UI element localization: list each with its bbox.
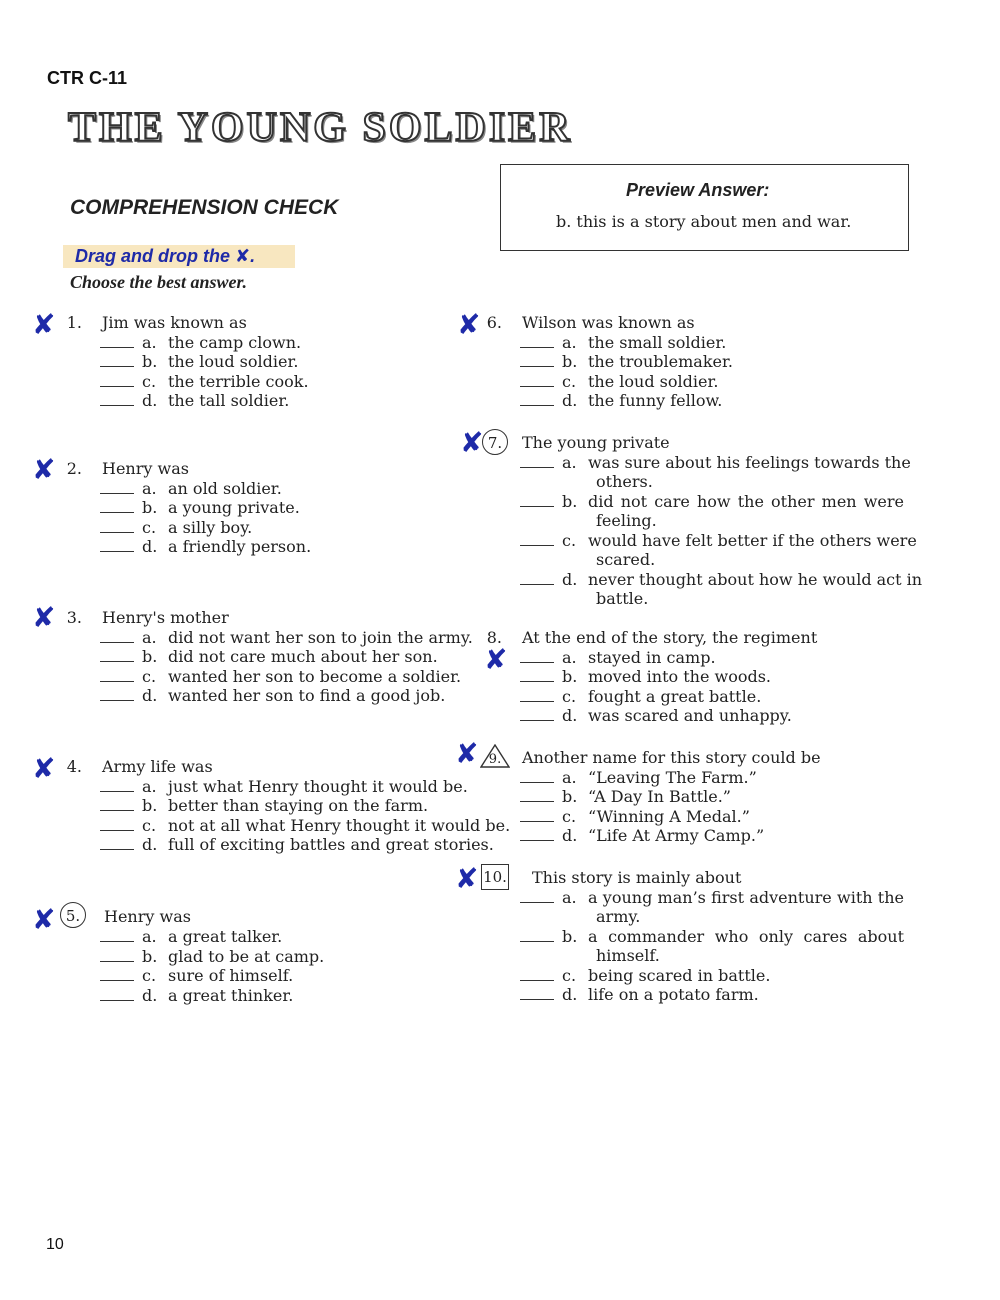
answer-blank[interactable]: [100, 481, 134, 494]
answer-blank[interactable]: [100, 393, 134, 406]
answer-blank[interactable]: [100, 968, 134, 981]
drag-x-mark-3[interactable]: ✘: [32, 601, 56, 634]
page-number: 10: [46, 1236, 64, 1253]
option-b: [520, 667, 771, 687]
option-a: [520, 648, 716, 668]
option-letter: b.: [142, 946, 158, 966]
question-number: 1.: [66, 313, 82, 332]
option-letter: b.: [562, 926, 578, 946]
option-b: [520, 352, 733, 372]
option-letter: a.: [562, 332, 577, 352]
option-c: [100, 372, 309, 392]
option-text: a young private.: [168, 498, 300, 517]
option-a: [100, 927, 282, 947]
question-number: 6.: [486, 313, 502, 332]
option-b: [520, 492, 904, 512]
answer-blank[interactable]: [100, 520, 134, 533]
question-number: 3.: [66, 608, 82, 627]
drag-mark-icon: ✘: [235, 246, 251, 267]
option-c: [100, 966, 293, 986]
question-number: 8.: [486, 628, 502, 647]
question-stem: Jim was known as: [102, 313, 247, 332]
answer-blank[interactable]: [100, 798, 134, 811]
option-letter: a.: [142, 478, 157, 498]
option-text: being scared in battle.: [588, 965, 771, 985]
question-stem: Wilson was known as: [522, 313, 695, 332]
option-text: a young man’s first adventure with the: [588, 887, 904, 907]
question-stem: Henry was: [102, 459, 189, 478]
option-c: [520, 966, 770, 986]
drag-x-mark-1[interactable]: ✘: [32, 308, 56, 341]
option-letter: c.: [142, 371, 157, 391]
answer-blank[interactable]: [100, 929, 134, 942]
option-letter: d.: [562, 706, 578, 725]
option-d: [520, 826, 764, 846]
option-letter: b.: [142, 498, 158, 517]
option-text: the funny fellow.: [588, 391, 723, 410]
option-letter: c.: [562, 965, 577, 985]
answer-blank[interactable]: [520, 689, 554, 702]
option-d: [520, 985, 759, 1005]
triangle-icon: [480, 744, 510, 768]
option-text: the loud soldier.: [168, 352, 299, 371]
answer-blank[interactable]: [100, 779, 134, 792]
answer-blank[interactable]: [100, 669, 134, 682]
question-stem: At the end of the story, the regiment: [522, 628, 818, 647]
question-number-triangled: [480, 744, 510, 773]
option-d: [100, 537, 311, 557]
option-text: the loud soldier.: [588, 371, 719, 391]
option-text: “Life At Army Camp.”: [588, 826, 765, 845]
answer-blank[interactable]: [520, 890, 554, 903]
drag-x-mark-4[interactable]: ✘: [32, 752, 56, 785]
option-letter: c.: [562, 806, 577, 826]
answer-blank[interactable]: [520, 374, 554, 387]
option-d-continued: battle.: [596, 589, 649, 608]
option-letter: b.: [562, 491, 578, 511]
answer-blank[interactable]: [520, 828, 554, 841]
option-text: the camp clown.: [168, 332, 302, 352]
option-letter: b.: [142, 352, 158, 371]
option-letter: d.: [142, 835, 158, 854]
option-text: sure of himself.: [168, 966, 294, 985]
question-stem: Army life was: [102, 757, 213, 776]
answer-blank[interactable]: [520, 335, 554, 348]
question-number: 4.: [66, 757, 82, 776]
option-letter: b.: [142, 796, 158, 815]
option-text: better than staying on the farm.: [168, 796, 429, 815]
question-number: 5.: [60, 902, 86, 928]
answer-blank[interactable]: [520, 393, 554, 406]
question-number: 2.: [66, 459, 82, 478]
option-text: the small soldier.: [588, 332, 727, 352]
option-d: [520, 706, 792, 726]
option-text: a friendly person.: [168, 537, 312, 556]
option-text: not at all what Henry thought it would be.: [168, 815, 511, 835]
preview-answer: b. this is a story about men and war.: [556, 212, 852, 231]
option-letter: a.: [562, 647, 577, 667]
option-b-continued: himself.: [596, 946, 660, 965]
answer-blank[interactable]: [100, 354, 134, 367]
option-text: “A Day In Battle.”: [588, 787, 731, 806]
option-text: did not care how the other men were: [588, 491, 904, 511]
option-letter: d.: [562, 826, 578, 845]
question-number-boxed: [481, 864, 509, 890]
question-stem: Henry's mother: [102, 608, 229, 627]
option-letter: c.: [142, 666, 157, 686]
option-letter: d.: [562, 985, 578, 1004]
worksheet-title: [68, 104, 573, 152]
answer-blank[interactable]: [520, 770, 554, 783]
option-b: [100, 947, 324, 967]
option-text: did not want her son to join the army.: [168, 627, 473, 647]
option-letter: a.: [142, 332, 157, 352]
option-a: [520, 333, 726, 353]
option-text: a silly boy.: [168, 517, 253, 537]
option-a: [100, 777, 468, 797]
option-a: [100, 333, 301, 353]
option-a: [520, 768, 757, 788]
option-c: [520, 687, 761, 707]
worksheet-code: CTR C-11: [47, 68, 128, 88]
drag-x-mark-7[interactable]: ✘: [460, 426, 484, 459]
question-number-circled: [60, 902, 86, 928]
drag-x-mark-10[interactable]: ✘: [455, 862, 479, 895]
drag-instruction: [75, 246, 255, 267]
answer-blank[interactable]: [520, 809, 554, 822]
option-c: [520, 372, 718, 392]
drag-x-mark-9[interactable]: ✘: [455, 737, 479, 770]
answer-blank[interactable]: [520, 929, 554, 942]
option-letter: b.: [142, 647, 158, 666]
option-letter: b.: [562, 352, 578, 371]
question-stem: This story is mainly about: [532, 868, 742, 887]
preview-box: [500, 164, 909, 251]
option-d: [100, 391, 289, 411]
answer-blank[interactable]: [520, 494, 554, 507]
option-letter: c.: [142, 815, 157, 835]
option-b: [520, 787, 731, 807]
option-text: “Winning A Medal.”: [588, 806, 750, 826]
option-c: [100, 518, 252, 538]
option-b: [100, 647, 438, 667]
drag-x-mark-8[interactable]: ✘: [484, 643, 508, 676]
option-letter: c.: [562, 686, 577, 706]
question-stem: Henry was: [104, 907, 191, 926]
option-letter: d.: [562, 569, 578, 589]
option-letter: d.: [142, 985, 158, 1005]
answer-blank[interactable]: [100, 374, 134, 387]
drag-x-mark-2[interactable]: ✘: [32, 453, 56, 486]
option-text: the tall soldier.: [168, 391, 290, 410]
option-letter: a.: [562, 452, 577, 472]
option-a-continued: army.: [596, 907, 641, 926]
option-letter: a.: [142, 927, 157, 946]
answer-blank[interactable]: [100, 335, 134, 348]
answer-blank[interactable]: [100, 837, 134, 850]
option-letter: d.: [142, 391, 158, 410]
question-stem: Another name for this story could be: [522, 748, 821, 767]
option-c: [100, 816, 510, 836]
answer-blank[interactable]: [100, 949, 134, 962]
option-letter: a.: [142, 776, 157, 796]
answer-blank[interactable]: [520, 968, 554, 981]
option-text: was sure about his feelings towards the: [588, 452, 911, 472]
option-text: never thought about how he would act in: [588, 569, 923, 589]
answer-blank[interactable]: [100, 630, 134, 643]
option-text: just what Henry thought it would be.: [168, 776, 468, 796]
option-c-continued: scared.: [596, 550, 656, 569]
question-number: 7.: [482, 429, 508, 455]
option-c: [100, 667, 461, 687]
answer-blank[interactable]: [100, 500, 134, 513]
question-number: 9.: [488, 752, 502, 767]
answer-blank[interactable]: [100, 688, 134, 701]
option-letter: a.: [562, 887, 577, 907]
drag-instruction-end: .: [250, 246, 256, 266]
answer-blank[interactable]: [520, 708, 554, 721]
option-a: [520, 453, 912, 473]
answer-blank[interactable]: [520, 533, 554, 546]
option-a-continued: others.: [596, 472, 653, 491]
answer-blank[interactable]: [520, 455, 554, 468]
option-letter: c.: [142, 966, 157, 985]
option-text: stayed in camp.: [588, 647, 716, 667]
answer-blank[interactable]: [520, 669, 554, 682]
option-d: [100, 986, 293, 1006]
option-a: [100, 479, 282, 499]
option-d: [520, 391, 722, 411]
drag-x-mark-6[interactable]: ✘: [457, 308, 481, 341]
option-c: [520, 807, 750, 827]
option-letter: d.: [562, 391, 578, 410]
option-d: [100, 835, 494, 855]
answer-blank[interactable]: [520, 987, 554, 1000]
question-stem: The young private: [522, 433, 670, 452]
option-text: glad to be at camp.: [168, 946, 325, 966]
option-text: the terrible cook.: [168, 371, 309, 391]
option-b: [520, 927, 904, 947]
option-text: the troublemaker.: [588, 352, 733, 371]
question-number: 10.: [481, 864, 509, 890]
option-letter: b.: [562, 667, 578, 686]
option-text: life on a potato farm.: [588, 985, 759, 1004]
answer-blank[interactable]: [100, 539, 134, 552]
option-text: a commander who only cares about: [588, 926, 904, 946]
option-letter: b.: [562, 787, 578, 806]
option-text: a great thinker.: [168, 985, 294, 1005]
question-number-circled: [482, 429, 508, 455]
option-text: wanted her son to find a good job.: [168, 686, 446, 705]
option-text: moved into the woods.: [588, 667, 771, 686]
option-text: fought a great battle.: [588, 686, 762, 706]
option-a: [520, 888, 904, 908]
option-text: full of exciting battles and great stories.: [168, 835, 494, 854]
section-title: COMPREHENSION CHECK: [70, 196, 339, 219]
title-text: THE YOUNG SOLDIER: [68, 105, 573, 151]
option-letter: d.: [142, 686, 158, 705]
answer-blank[interactable]: [100, 988, 134, 1001]
option-text: would have felt better if the others were: [588, 530, 917, 550]
option-text: wanted her son to become a soldier.: [168, 666, 462, 686]
option-d: [100, 686, 445, 706]
option-letter: d.: [142, 537, 158, 556]
answer-blank[interactable]: [520, 354, 554, 367]
option-b: [100, 796, 428, 816]
drag-instruction-text: Drag and drop the: [75, 246, 231, 266]
answer-blank[interactable]: [520, 650, 554, 663]
option-letter: a.: [142, 627, 157, 647]
drag-x-mark-5[interactable]: ✘: [32, 903, 56, 936]
answer-blank[interactable]: [100, 649, 134, 662]
option-text: “Leaving The Farm.”: [588, 767, 757, 787]
option-letter: c.: [562, 530, 577, 550]
option-text: an old soldier.: [168, 478, 282, 498]
choose-instruction: Choose the best answer.: [70, 272, 248, 292]
answer-blank[interactable]: [520, 572, 554, 585]
option-text: was scared and unhappy.: [588, 706, 792, 725]
option-b: [100, 498, 300, 518]
option-d: [520, 569, 923, 590]
preview-title: Preview Answer:: [626, 180, 770, 200]
option-letter: c.: [142, 517, 157, 537]
option-a: [100, 628, 473, 648]
option-letter: a.: [562, 767, 577, 787]
option-c: [520, 530, 917, 551]
option-text: a great talker.: [168, 927, 283, 946]
answer-blank[interactable]: [100, 818, 134, 831]
answer-blank[interactable]: [520, 789, 554, 802]
option-letter: c.: [562, 371, 577, 391]
option-text: did not care much about her son.: [168, 647, 438, 666]
option-b-continued: feeling.: [596, 511, 657, 530]
option-b: [100, 352, 298, 372]
